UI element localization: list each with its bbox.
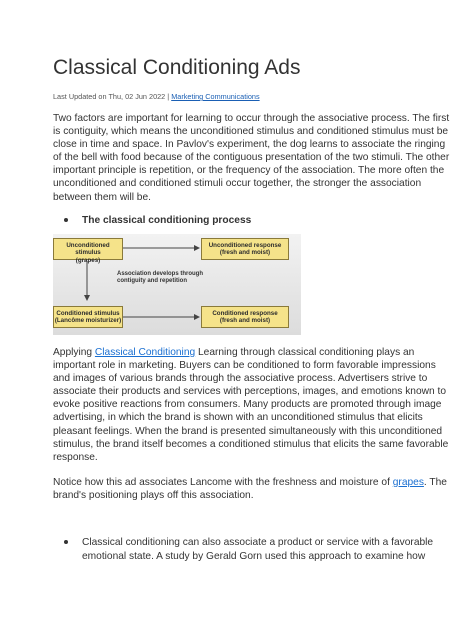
last-updated-text: Last Updated on Thu, 02 Jun 2022 | bbox=[53, 92, 172, 101]
paragraph-line bbox=[53, 476, 447, 489]
paragraph-line: brand's positioning plays off this association. bbox=[53, 490, 254, 502]
text-run: Notice how this ad associates Lancome with the freshness and moisture of bbox=[53, 477, 393, 488]
paragraph-line: associate their products and services with perceptions, images, and emotions known to bbox=[53, 386, 446, 398]
box-label: Unconditioned response bbox=[208, 242, 282, 249]
box-conditioned-response bbox=[201, 306, 289, 328]
box-sublabel: (fresh and moist) bbox=[219, 317, 271, 325]
paragraph-line: advertising, in which the brand is shown with an unconditioned stimulus that elicits bbox=[53, 412, 423, 424]
paragraph-line: unconditioned and conditioned stimuli occur together, the stronger the association bbox=[53, 178, 422, 190]
paragraph-line: is contiguity, which means the unconditioned stimulus and conditioned stimulus must be bbox=[53, 126, 449, 138]
paragraph-notice bbox=[53, 476, 447, 502]
text-run: Applying bbox=[53, 347, 95, 358]
association-line: contiguity and repetition bbox=[117, 278, 187, 285]
text-run: Learning through classical conditioning plays an bbox=[195, 347, 415, 358]
paragraph-applying bbox=[53, 346, 449, 464]
paragraph-line: and images of various brands through the associative process. Advertisers strive to bbox=[53, 373, 428, 385]
page-title: Classical Conditioning Ads bbox=[53, 56, 301, 79]
paragraph-line: stimulus, the brand itself becomes a conditioned stimulus that elicits the same favorable bbox=[53, 438, 449, 450]
box-sublabel: (fresh and moist) bbox=[219, 249, 271, 257]
bullet-icon bbox=[64, 218, 68, 222]
bullet-icon bbox=[64, 540, 68, 544]
box-sublabel: (grapes) bbox=[75, 256, 101, 264]
grapes-link[interactable]: grapes bbox=[392, 477, 424, 488]
classical-conditioning-diagram bbox=[53, 234, 301, 335]
bullet-line: emotional state. A study by Gerald Gorn used this approach to examine how bbox=[82, 551, 426, 562]
paragraph-line: important role in marketing. Buyers can be conditioned to form favorable impressions bbox=[53, 360, 436, 372]
paragraph-line: evoke positive reactions from consumers. Many products are promoted through image bbox=[53, 399, 442, 411]
box-unconditioned-response bbox=[201, 238, 289, 260]
paragraph-line: important principle is repetition, or the frequency of the association. The more often the bbox=[53, 165, 445, 177]
bullet-line: Classical conditioning can also associate a product or service with a favorable bbox=[82, 537, 434, 548]
box-label: Unconditioned stimulus bbox=[66, 242, 110, 257]
paragraph-line: close in time and space. In Pavlov's experiment, the dog learns to associate the ringing bbox=[53, 139, 446, 151]
paragraph-contiguity bbox=[53, 112, 450, 204]
bullet-text: The classical conditioning process bbox=[82, 215, 252, 226]
paragraph-line: between them will be. bbox=[53, 191, 151, 203]
paragraph-line: Two factors are important for learning to occur through the associative process. The first bbox=[53, 113, 450, 124]
category-link[interactable]: Marketing Communications bbox=[171, 92, 260, 101]
box-sublabel: (Lancôme moisturizer) bbox=[54, 317, 122, 325]
box-label: Conditioned stimulus bbox=[56, 310, 120, 317]
text-run: . The bbox=[423, 477, 447, 488]
paragraph-line bbox=[53, 346, 425, 359]
box-conditioned-stimulus bbox=[53, 306, 123, 328]
paragraph-line: pleasant feelings. When the brand is presented simultaneously with this unconditioned bbox=[53, 425, 443, 437]
paragraph-line: of the bell with food because of the contiguous presentation of the two stimuli. The other bbox=[53, 152, 450, 164]
association-caption bbox=[117, 271, 203, 286]
paragraph-line: response. bbox=[53, 451, 98, 463]
classical-conditioning-link[interactable]: Classical Conditioning bbox=[94, 347, 196, 358]
article-meta bbox=[53, 92, 260, 101]
box-label: Conditioned response bbox=[212, 310, 278, 317]
association-line: Association develops through bbox=[117, 271, 204, 277]
box-unconditioned-stimulus bbox=[53, 238, 123, 264]
